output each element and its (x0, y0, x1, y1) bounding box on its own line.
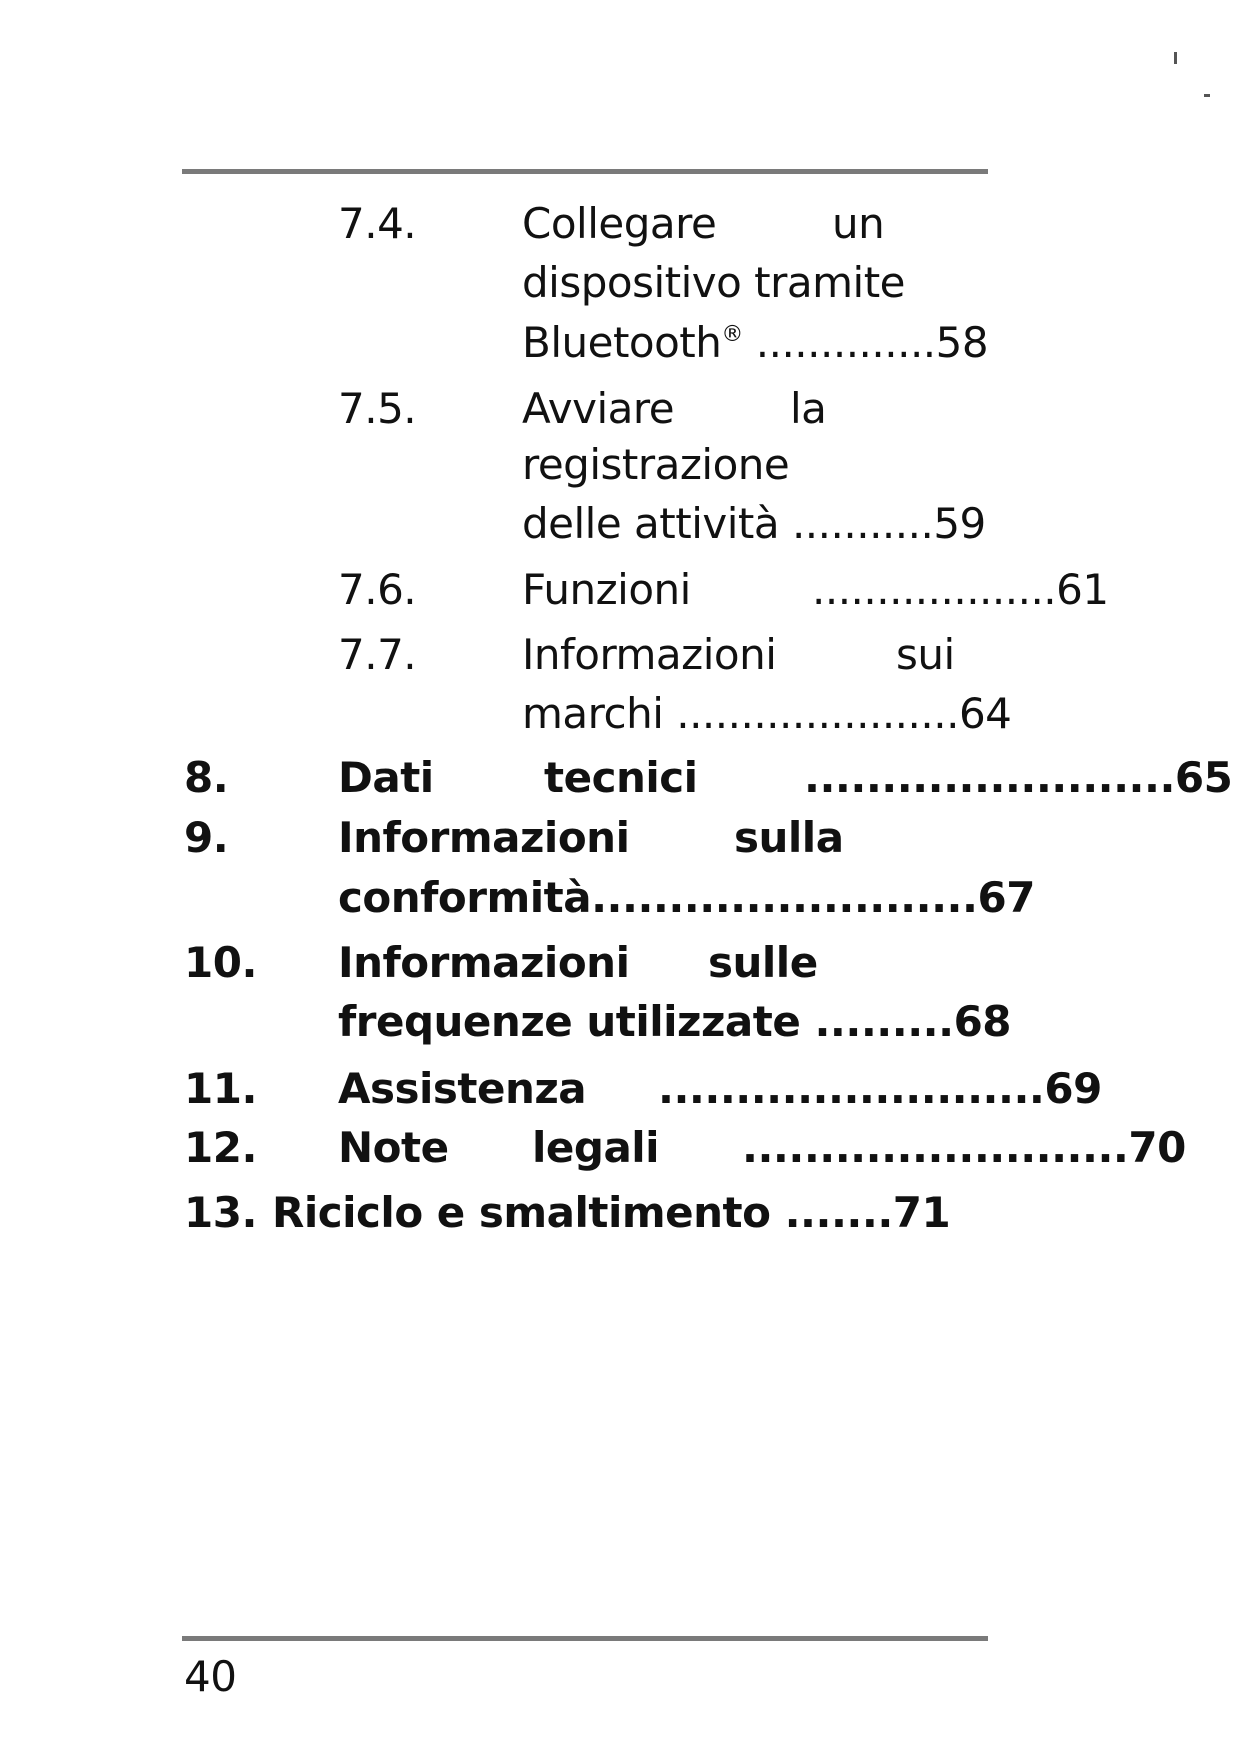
toc-entry-8-number: 8. (184, 753, 229, 802)
scan-mark (1204, 94, 1210, 97)
toc-entry-10-title-line2-text: frequenze utilizzate (338, 997, 801, 1046)
page-number: 40 (184, 1652, 237, 1701)
toc-entry-7-6-number: 7.6. (338, 565, 417, 614)
toc-leader: ........... (779, 499, 934, 548)
toc-page-number: 67 (977, 873, 1035, 922)
toc-entry-7-7-title-line1a[interactable]: Informazioni (522, 630, 777, 679)
top-rule (182, 169, 988, 174)
toc-leader: .............. (742, 318, 936, 367)
toc-entry-7-5-number: 7.5. (338, 384, 417, 433)
toc-entry-9-title-line2-text: conformità (338, 873, 592, 922)
toc-entry-9-title-b[interactable]: sulla (734, 813, 844, 862)
toc-entry-12-title-b[interactable]: legali (532, 1123, 660, 1172)
toc-entry-7-7-title-line2-text: marchi (522, 689, 664, 738)
toc-entry-12-title-a[interactable]: Note (338, 1123, 449, 1172)
toc-leader: ........................ (804, 753, 1175, 802)
toc-entry-10-number: 10. (184, 938, 257, 987)
toc-leader: ......... (800, 997, 954, 1046)
toc-entry-7-4-title-line3[interactable] (522, 318, 989, 367)
toc-entry-7-7-title-line1b[interactable]: sui (896, 630, 955, 679)
toc-page-number: 70 (1128, 1123, 1186, 1172)
toc-entry-10-title-b[interactable]: sulle (708, 938, 818, 987)
toc-page-number: 65 (1174, 753, 1233, 802)
toc-entry-11-title[interactable]: Assistenza (338, 1064, 587, 1113)
toc-entry-9-title-a[interactable]: Informazioni (338, 813, 630, 862)
toc-entry-7-6-page[interactable] (812, 565, 1109, 614)
toc-entry-12-number: 12. (184, 1123, 257, 1172)
toc-entry-7-5-title-line1a[interactable]: Avviare (522, 384, 675, 433)
toc-entry-7-4-title-line1a[interactable]: Collegare (522, 199, 717, 248)
registered-mark: ® (721, 322, 743, 347)
toc-entry-7-4-title-line3-text: Bluetooth (522, 318, 722, 367)
toc-page-number: 71 (892, 1188, 951, 1237)
toc-entry-7-7-number: 7.7. (338, 630, 417, 679)
toc-entry-7-5-title-line3-text: delle attività (522, 499, 780, 548)
toc-entry-7-7-title-line2[interactable] (522, 689, 1012, 738)
toc-entry-11-page[interactable] (658, 1064, 1102, 1113)
toc-page-number: 59 (933, 499, 986, 548)
toc-entry-7-6-title[interactable]: Funzioni (522, 565, 691, 614)
toc-entry-9-number: 9. (184, 813, 229, 862)
toc-entry-7-4-title-line2[interactable]: dispositivo tramite (522, 258, 906, 307)
toc-entry-7-4-number: 7.4. (338, 199, 417, 248)
toc-entry-9-title-line2[interactable] (338, 873, 1035, 922)
toc-entry-10-title-a[interactable]: Informazioni (338, 938, 630, 987)
toc-entry-11-number: 11. (184, 1064, 257, 1113)
toc-leader: ......................... (742, 1123, 1129, 1172)
toc-page-number: 61 (1056, 565, 1109, 614)
scan-mark (1174, 52, 1177, 64)
toc-leader: ......................... (658, 1064, 1045, 1113)
toc-page-number: 68 (953, 997, 1012, 1046)
toc-leader: ...................... (663, 689, 959, 738)
toc-entry-7-5-title-line3[interactable] (522, 499, 986, 548)
toc-entry-7-4-title-line1b[interactable]: un (832, 199, 885, 248)
toc-entry-13-title[interactable] (272, 1188, 951, 1237)
toc-leader: ................... (812, 565, 1057, 614)
toc-entry-8-page[interactable] (804, 753, 1233, 802)
toc-page-number: 64 (958, 689, 1012, 738)
toc-entry-12-page[interactable] (742, 1123, 1186, 1172)
toc-entry-13-number: 13. (184, 1188, 257, 1237)
toc-page-number: 69 (1044, 1064, 1102, 1113)
toc-leader: ....... (770, 1188, 893, 1237)
toc-entry-7-5-title-line2[interactable]: registrazione (522, 440, 790, 489)
toc-entry-8-title-b[interactable]: tecnici (544, 753, 698, 802)
toc-entry-13-title-text: Riciclo e smaltimento (272, 1188, 771, 1237)
toc-leader: ......................... (591, 873, 978, 922)
toc-entry-8-title-a[interactable]: Dati (338, 753, 434, 802)
bottom-rule (182, 1636, 988, 1641)
toc-entry-10-title-line2[interactable] (338, 997, 1012, 1046)
toc-entry-7-5-title-line1b[interactable]: la (790, 384, 827, 433)
toc-page-number: 58 (935, 318, 989, 367)
